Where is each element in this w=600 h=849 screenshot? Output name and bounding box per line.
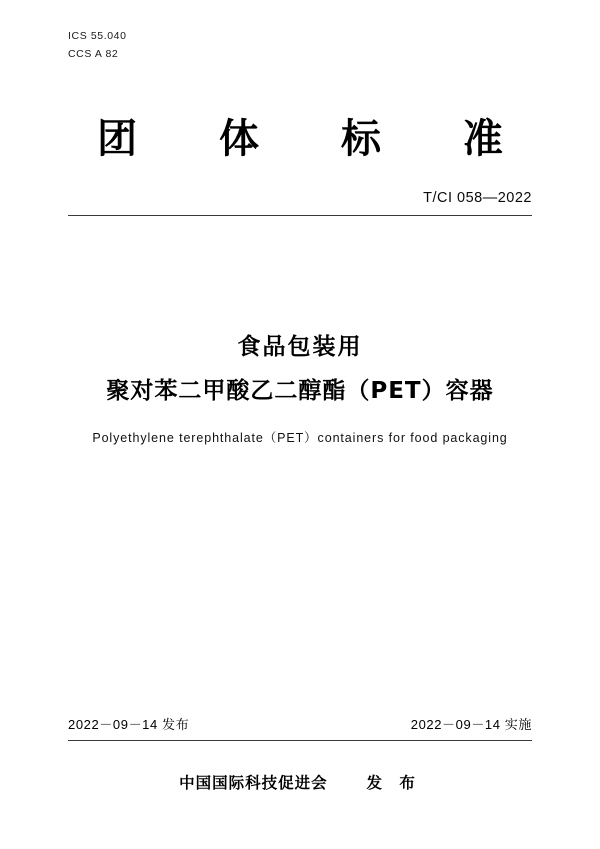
header-divider (68, 215, 532, 216)
issuer-name: 中国国际科技促进会 (179, 774, 328, 792)
implement-date: 2022－09－14 实施 (410, 717, 532, 732)
issuer-action: 发 布 (366, 774, 421, 792)
issuer-row (0, 771, 600, 793)
title-cn-line-1: 食品包装用 (237, 334, 363, 360)
ccs-code: CCS A 82 (68, 48, 119, 60)
title-cn-line-2: 聚对苯二甲酸乙二醇酯（PET）容器 (106, 378, 494, 404)
title-en: Polyethylene terephthalate（PET）containers for food packaging (92, 431, 508, 445)
footer-divider (68, 740, 532, 741)
standard-type-heading: 团 体 标 准 (97, 116, 537, 162)
issue-date: 2022－09－14 发布 (68, 717, 190, 732)
classification-codes (68, 27, 127, 63)
ics-code: ICS 55.040 (68, 30, 127, 42)
document-title-block (0, 328, 600, 446)
dates-row (68, 714, 532, 733)
standard-number: T/CI 058—2022 (423, 190, 532, 206)
